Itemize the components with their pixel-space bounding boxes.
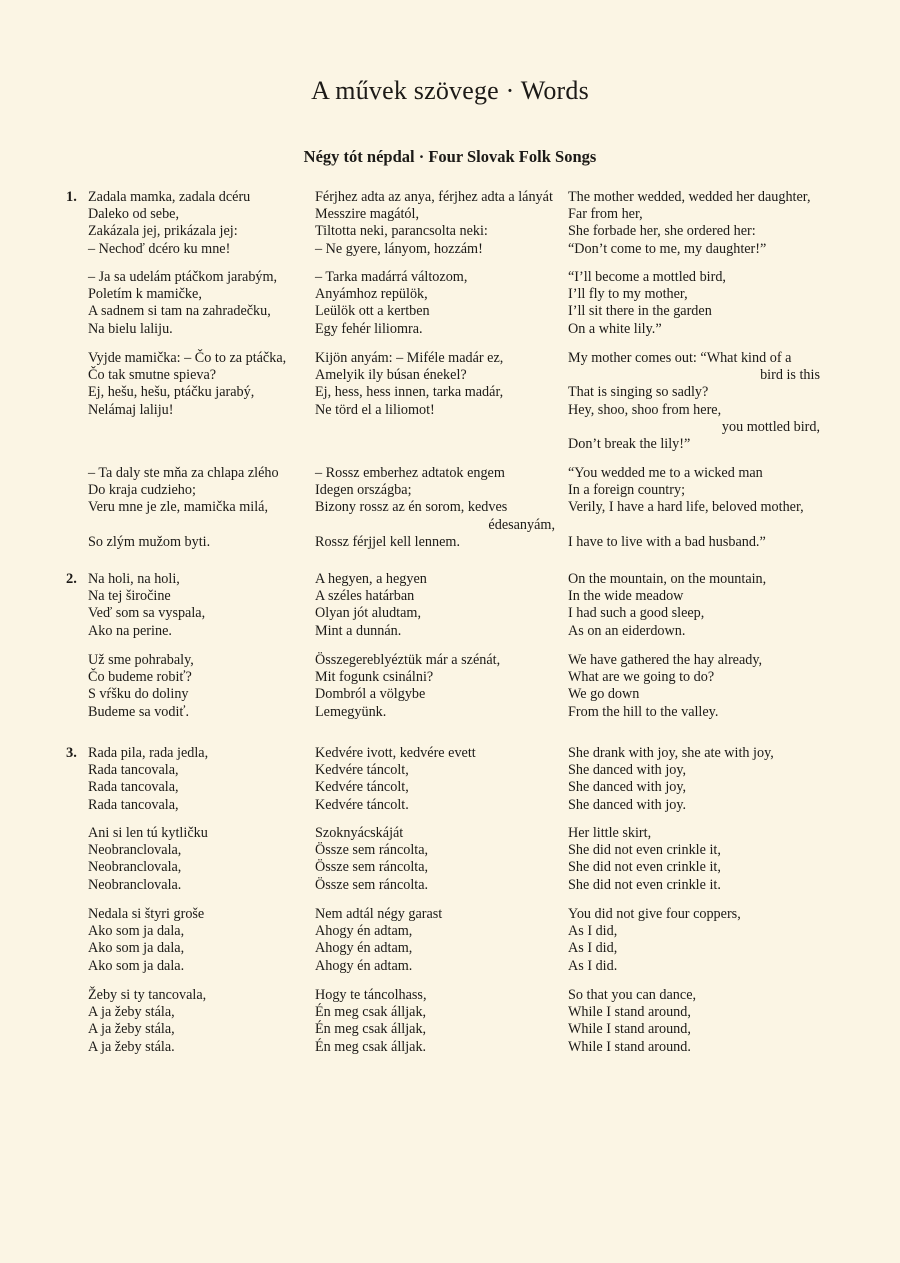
verse-line: Nelámaj laliju! (88, 401, 174, 418)
verse-line: Daleko od sebe, (88, 206, 180, 223)
verse-line: Budeme sa vodiť. (88, 703, 190, 720)
verse-line: The mother wedded, wedded her daughter, (568, 189, 811, 205)
hungarian-text (315, 465, 555, 551)
verse-line: Na holi, na holi, (88, 571, 180, 587)
verse-line: – Ne gyere, lányom, hozzám! (315, 240, 483, 257)
verse-line: We go down (568, 686, 640, 703)
verse-line: Ako som ja dala. (88, 957, 185, 974)
hungarian-text (315, 987, 555, 1056)
slovak-text (88, 350, 303, 419)
verse-line: She forbade her, she ordered her: (568, 223, 756, 240)
verse-line: Far from her, (568, 206, 643, 223)
slovak-text (88, 269, 303, 338)
verse-line: As I did. (568, 957, 618, 974)
verse-line: Ani si len tú kytličku (88, 825, 208, 841)
english-text (568, 987, 820, 1056)
verse-line: “Don’t come to me, my daughter!” (568, 240, 767, 257)
verse-line: While I stand around. (568, 1038, 691, 1055)
verse-line: Ako na perine. (88, 622, 172, 639)
verse-line: While I stand around, (568, 1021, 691, 1038)
verse-line: Leülök ott a kertben (315, 303, 430, 320)
verse-line: Do kraja cudzieho; (88, 482, 196, 499)
slovak-text (88, 189, 303, 258)
slovak-text (88, 571, 303, 640)
verse-line: She danced with joy. (568, 796, 687, 813)
verse-line: From the hill to the valley. (568, 703, 719, 720)
verse-line: She did not even crinkle it, (568, 859, 721, 876)
verse-line: Kijön anyám: – Miféle madár ez, (315, 350, 504, 366)
verse-line: As on an eiderdown. (568, 622, 686, 639)
verse-line: Rossz férjjel kell lennem. (315, 533, 460, 550)
verse-line: In a foreign country; (568, 482, 686, 499)
hungarian-text (315, 745, 555, 814)
verse-line: What are we going to do? (568, 669, 715, 686)
slovak-text (88, 745, 303, 814)
hungarian-text (315, 350, 555, 419)
verse-line: As I did, (568, 923, 618, 940)
verse-line: That is singing so sadly? (568, 384, 709, 401)
slovak-text (88, 825, 303, 894)
verse-line: Na tej širočine (88, 588, 171, 605)
verse-line: Nem adtál négy garast (315, 906, 443, 922)
verse-line: Olyan jót aludtam, (315, 605, 421, 622)
verse-line: Dombról a völgybe (315, 686, 426, 703)
verse-line: you mottled bird, (721, 418, 820, 435)
verse-line: Kedvére táncolt. (315, 796, 409, 813)
verse-line: Férjhez adta az anya, férjhez adta a lányát (315, 189, 553, 205)
verse-line: Össze sem ráncolta, (315, 842, 429, 859)
verse-line: A ja žeby stála. (88, 1038, 175, 1055)
verse-line: Žeby si ty tancovala, (88, 987, 207, 1003)
verse-line: Zadala mamka, zadala dcéru (88, 189, 251, 205)
verse-line: Rada tancovala, (88, 779, 179, 796)
verse-line: Neobranclovala, (88, 859, 182, 876)
verse-line: A sadnem si tam na zahradečku, (88, 303, 271, 320)
slovak-text (88, 987, 303, 1056)
verse-line: Én meg csak álljak. (315, 1038, 427, 1055)
hungarian-text (315, 906, 555, 975)
verse-line: My mother comes out: “What kind of a (568, 350, 792, 366)
verse-line: Ne törd el a liliomot! (315, 401, 435, 418)
verse-line: Lemegyünk. (315, 703, 387, 720)
verse-line: So zlým mužom byti. (88, 533, 211, 550)
verse-line: Én meg csak álljak, (315, 1004, 427, 1021)
verse-line: Verily, I have a hard life, beloved mother, (568, 499, 804, 516)
verse-line: Rada tancovala, (88, 762, 179, 779)
verse-line: Idegen országba; (315, 482, 412, 499)
verse-line: Ako som ja dala, (88, 923, 185, 940)
verse-line: Kedvére táncolt, (315, 762, 409, 779)
verse-line: Szoknyácskáját (315, 825, 404, 841)
slovak-text (88, 906, 303, 975)
hungarian-text (315, 189, 555, 258)
verse-line: – Tarka madárrá változom, (315, 269, 468, 285)
verse-line: Egy fehér liliomra. (315, 320, 423, 337)
page-title: A művek szövege · Words (311, 76, 589, 105)
slovak-text (88, 465, 303, 551)
hungarian-text (315, 652, 555, 721)
hungarian-text (315, 825, 555, 894)
verse-line: Hey, shoo, shoo from here, (568, 401, 722, 418)
english-text (568, 745, 820, 814)
english-text (568, 465, 820, 551)
hungarian-text (315, 269, 555, 338)
verse-line: Bizony rossz az én sorom, kedves (315, 499, 508, 516)
english-text (568, 825, 820, 894)
verse-line: Veru mne je zle, mamička milá, (88, 499, 269, 516)
verse-line: She danced with joy, (568, 779, 687, 796)
verse-line: Čo tak smutne spieva? (88, 367, 217, 384)
verse-line: Én meg csak álljak, (315, 1021, 427, 1038)
verse-line: Neobranclovala. (88, 876, 182, 893)
verse-line: Össze sem ráncolta, (315, 859, 429, 876)
verse-line: We have gathered the hay already, (568, 652, 763, 668)
verse-line: She danced with joy, (568, 762, 687, 779)
verse-line: Ahogy én adtam, (315, 940, 413, 957)
verse-line: Poletím k mamičke, (88, 286, 202, 303)
verse-line: édesanyám, (488, 516, 555, 533)
verse-line: Ahogy én adtam, (315, 923, 413, 940)
verse-line: Vyjde mamička: – Čo to za ptáčka, (88, 350, 287, 366)
verse-line: Už sme pohrabaly, (88, 652, 194, 668)
verse-line: Nedala si štyri groše (88, 906, 205, 922)
verse-line: She drank with joy, she ate with joy, (568, 745, 774, 761)
english-text (568, 189, 820, 258)
verse-line: bird is this (760, 367, 820, 384)
verse-line: You did not give four coppers, (568, 906, 741, 922)
english-text (568, 269, 820, 338)
verse-line: Ako som ja dala, (88, 940, 185, 957)
slovak-text (88, 652, 303, 721)
verse-line: Her little skirt, (568, 825, 652, 841)
verse-line: She did not even crinkle it. (568, 876, 721, 893)
verse-line: Čo budeme robiť? (88, 669, 192, 686)
verse-line: A ja žeby stála, (88, 1021, 175, 1038)
verse-line: – Rossz emberhez adtatok engem (315, 465, 505, 481)
verse-line: Rada tancovala, (88, 796, 179, 813)
song-number: 1. (66, 189, 77, 205)
verse-line: Veď som sa vyspala, (88, 605, 206, 622)
verse-line: Hogy te táncolhass, (315, 987, 427, 1003)
verse-line: Ej, hešu, hešu, ptáčku jarabý, (88, 384, 255, 401)
verse-line: Mint a dunnán. (315, 622, 402, 639)
verse-line: S vŕšku do doliny (88, 686, 189, 703)
verse-line: In the wide meadow (568, 588, 684, 605)
english-text (568, 906, 820, 975)
verse-line: I’ll sit there in the garden (568, 303, 712, 320)
verse-line: Messzire magától, (315, 206, 420, 223)
verse-line: I have to live with a bad husband.” (568, 533, 766, 550)
verse-line: Amelyik ily búsan énekel? (315, 367, 467, 384)
verse-line: Rada pila, rada jedla, (88, 745, 209, 761)
song-number: 2. (66, 571, 77, 587)
verse-line: So that you can dance, (568, 987, 697, 1003)
verse-line: I’ll fly to my mother, (568, 286, 688, 303)
verse-line: – Ja sa udelám ptáčkom jarabým, (88, 269, 278, 285)
verse-line: Mit fogunk csinálni? (315, 669, 434, 686)
verse-line: Összegereblyéztük már a szénát, (315, 652, 501, 668)
verse-line: On the mountain, on the mountain, (568, 571, 767, 587)
verse-line: A hegyen, a hegyen (315, 571, 427, 587)
verse-line: Ahogy én adtam. (315, 957, 413, 974)
verse-line: Kedvére ivott, kedvére evett (315, 745, 476, 761)
verse-line: While I stand around, (568, 1004, 691, 1021)
verse-line: – Nechoď dcéro ku mne! (88, 240, 231, 257)
verse-line: I had such a good sleep, (568, 605, 705, 622)
verse-line: “You wedded me to a wicked man (568, 465, 763, 481)
verse-line: A ja žeby stála, (88, 1004, 175, 1021)
verse-line: Neobranclovala, (88, 842, 182, 859)
page-subtitle: Négy tót népdal · Four Slovak Folk Songs (303, 147, 597, 166)
verse-line: Ej, hess, hess innen, tarka madár, (315, 384, 504, 401)
verse-line: As I did, (568, 940, 618, 957)
verse-line: Tiltotta neki, parancsolta neki: (315, 223, 488, 240)
verse-line: Össze sem ráncolta. (315, 876, 429, 893)
verse-line (568, 517, 820, 534)
verse-line: Na bielu laliju. (88, 320, 173, 337)
verse-line: “I’ll become a mottled bird, (568, 269, 726, 285)
english-text (568, 652, 820, 721)
verse-line: Kedvére táncolt, (315, 779, 409, 796)
verse-line (88, 517, 303, 534)
verse-line: Don’t break the lily!” (568, 435, 691, 452)
verse-line: A széles határban (315, 588, 415, 605)
verse-line: Zakázala jej, prikázala jej: (88, 223, 238, 240)
verse-line: She did not even crinkle it, (568, 842, 721, 859)
verse-line: Anyámhoz repülök, (315, 286, 428, 303)
hungarian-text (315, 571, 555, 640)
verse-line: On a white lily.” (568, 320, 662, 337)
english-text (568, 350, 820, 453)
verse-line: – Ta daly ste mňa za chlapa zlého (88, 465, 279, 481)
song-number: 3. (66, 745, 77, 761)
english-text (568, 571, 820, 640)
